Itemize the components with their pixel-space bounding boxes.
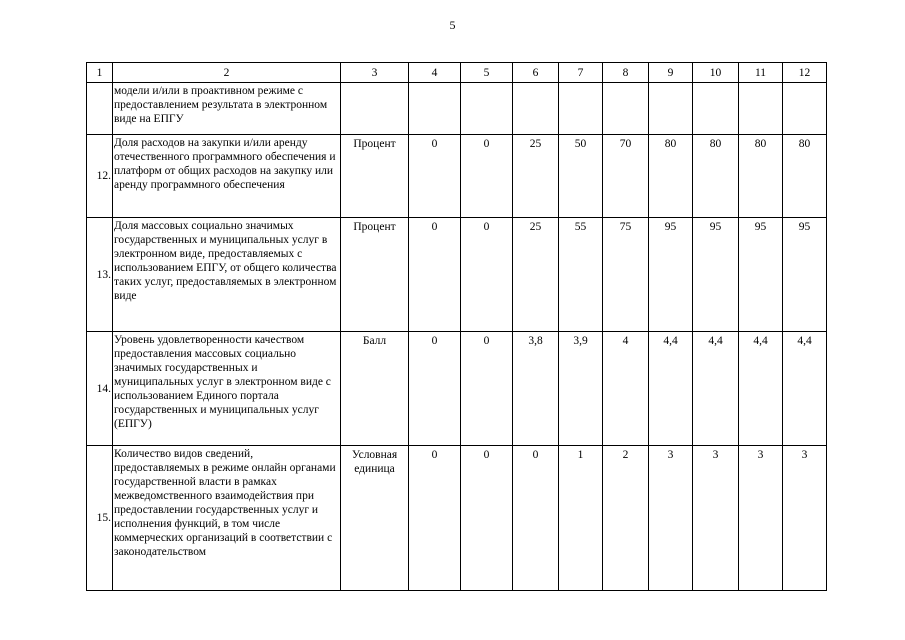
value-cell: 0 <box>461 446 513 591</box>
value-cell: 3,9 <box>559 332 603 446</box>
value-cell: 4 <box>603 332 649 446</box>
row-number: 14. <box>87 332 113 446</box>
value-cell: 1 <box>559 446 603 591</box>
value-cell: 95 <box>693 218 739 332</box>
value-cell: 80 <box>693 135 739 218</box>
row-number <box>87 83 113 135</box>
value-cell: 3 <box>693 446 739 591</box>
indicator-name: Уровень удовлетворенности качеством предоставления массовых социально значимых государственных и муниципальных услуг в электронном виде с использованием Единого портала государственных и муниципальных услуг (ЕПГУ) <box>113 332 341 446</box>
value-cell: 25 <box>513 135 559 218</box>
value-cell: 0 <box>513 446 559 591</box>
value-cell: 3 <box>649 446 693 591</box>
value-cell <box>513 83 559 135</box>
value-cell: 80 <box>783 135 827 218</box>
value-cell: 0 <box>461 332 513 446</box>
value-cell <box>461 83 513 135</box>
header-cell: 8 <box>603 63 649 83</box>
value-cell: 4,4 <box>739 332 783 446</box>
header-cell: 3 <box>341 63 409 83</box>
value-cell <box>783 83 827 135</box>
value-cell <box>693 83 739 135</box>
value-cell: 2 <box>603 446 649 591</box>
unit-cell: Балл <box>341 332 409 446</box>
unit-cell <box>341 83 409 135</box>
unit-cell: Условная единица <box>341 446 409 591</box>
value-cell: 25 <box>513 218 559 332</box>
value-cell <box>739 83 783 135</box>
value-cell: 4,4 <box>783 332 827 446</box>
value-cell: 0 <box>409 446 461 591</box>
header-cell: 1 <box>87 63 113 83</box>
value-cell: 80 <box>649 135 693 218</box>
value-cell: 0 <box>409 332 461 446</box>
page-number: 5 <box>449 18 456 32</box>
table-row <box>87 446 827 591</box>
header-cell: 4 <box>409 63 461 83</box>
indicator-name: Доля массовых социально значимых государственных и муниципальных услуг в электронном виде, предоставляемых с использованием ЕПГУ, от общего количества таких услуг, предоставляемых в электронном виде <box>113 218 341 332</box>
table-row <box>87 135 827 218</box>
header-cell: 9 <box>649 63 693 83</box>
table-row <box>87 218 827 332</box>
value-cell: 80 <box>739 135 783 218</box>
value-cell: 0 <box>409 135 461 218</box>
row-number: 13. <box>87 218 113 332</box>
value-cell <box>649 83 693 135</box>
value-cell: 3 <box>783 446 827 591</box>
value-cell: 75 <box>603 218 649 332</box>
unit-cell: Процент <box>341 135 409 218</box>
header-cell: 12 <box>783 63 827 83</box>
table-row <box>87 83 827 135</box>
row-number: 12. <box>87 135 113 218</box>
header-cell: 6 <box>513 63 559 83</box>
value-cell: 4,4 <box>693 332 739 446</box>
value-cell: 70 <box>603 135 649 218</box>
header-cell: 7 <box>559 63 603 83</box>
indicator-name: модели и/или в проактивном режиме с предоставлением результата в электронном виде на ЕПГУ <box>113 83 341 135</box>
value-cell <box>603 83 649 135</box>
value-cell: 95 <box>739 218 783 332</box>
indicator-name: Количество видов сведений, предоставляемых в режиме онлайн органами государственной власти в рамках межведомственного взаимодействия при предоставлении государственных услуг и исполнения функций, в том числе коммерческих организаций в соответствии с законодательством <box>113 446 341 591</box>
value-cell: 0 <box>409 218 461 332</box>
value-cell: 55 <box>559 218 603 332</box>
value-cell: 50 <box>559 135 603 218</box>
table-row <box>87 332 827 446</box>
row-number: 15. <box>87 446 113 591</box>
indicators-table <box>86 62 827 591</box>
value-cell: 95 <box>783 218 827 332</box>
value-cell: 3 <box>739 446 783 591</box>
unit-cell: Процент <box>341 218 409 332</box>
value-cell: 3,8 <box>513 332 559 446</box>
value-cell: 95 <box>649 218 693 332</box>
value-cell: 0 <box>461 135 513 218</box>
indicator-name: Доля расходов на закупки и/или аренду отечественного программного обеспечения и платформ от общих расходов на закупку или аренду программного обеспечения <box>113 135 341 218</box>
value-cell: 0 <box>461 218 513 332</box>
value-cell: 4,4 <box>649 332 693 446</box>
value-cell <box>559 83 603 135</box>
header-cell: 11 <box>739 63 783 83</box>
header-cell: 2 <box>113 63 341 83</box>
table-header-row <box>87 63 827 83</box>
header-cell: 5 <box>461 63 513 83</box>
header-cell: 10 <box>693 63 739 83</box>
value-cell <box>409 83 461 135</box>
